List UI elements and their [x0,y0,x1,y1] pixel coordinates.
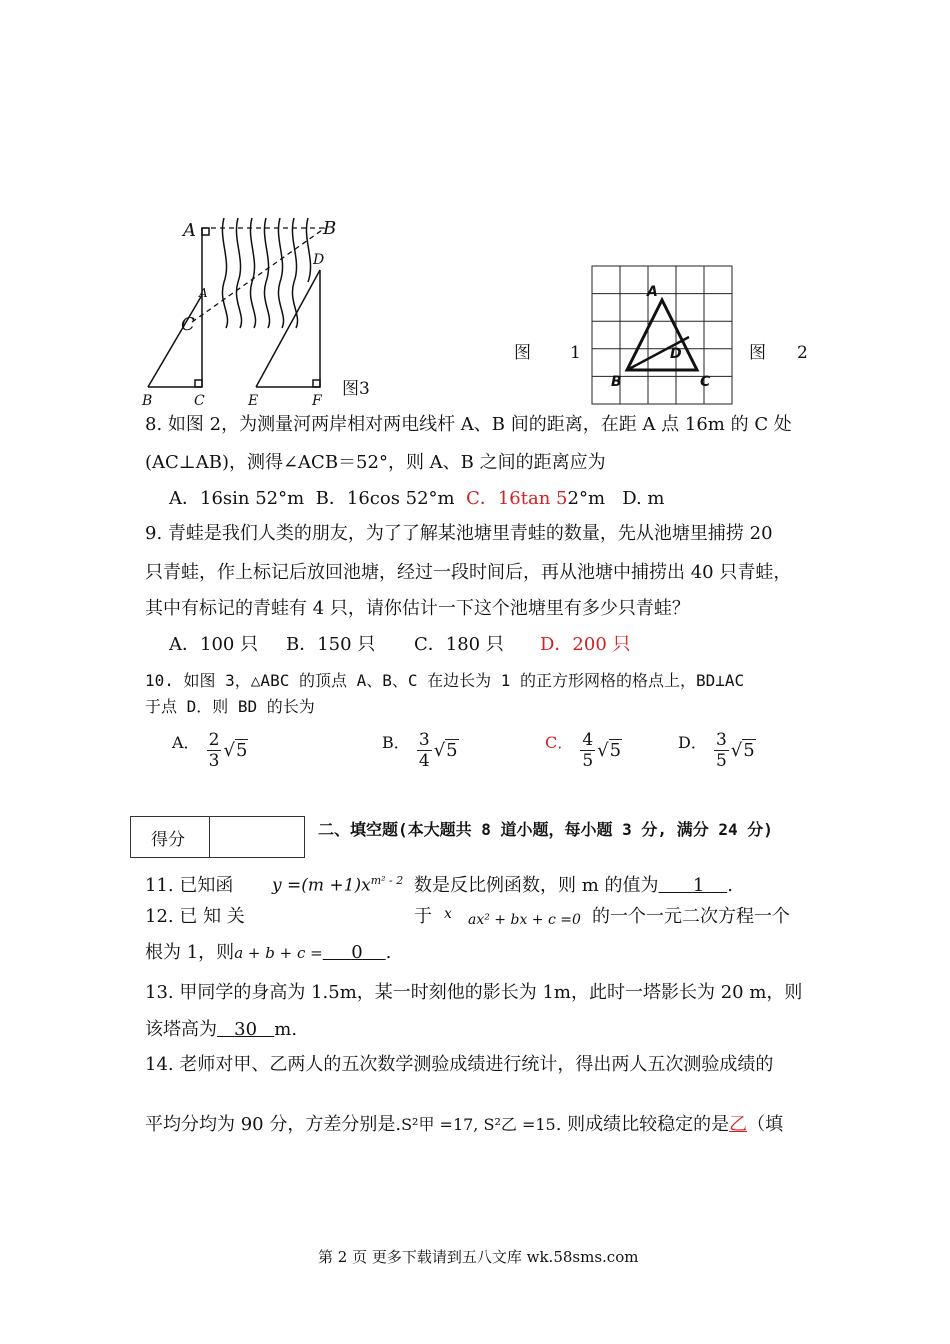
triangle-abc [627,300,697,370]
right-angle-a [202,228,209,235]
q10-a-rad: 5 [235,740,248,761]
q11-middle-text: 数是反比例函数，则 m 的值为 [414,875,659,896]
q13-answer-blank [217,1019,274,1040]
q8-line1: 8. 如图 2，为测量河两岸相对两电线杆 A、B 间的距离，在距 A 点 16m 的 C 处 [145,414,792,435]
q10-d-num: 3 [715,730,727,750]
q12-equation: ax² + bx + c =0 [468,912,581,928]
q12-end: . [385,942,392,963]
figure-2-grid [590,264,736,406]
q14-line2-prefix: 平均分均为 90 分，方差分别是. [145,1114,402,1135]
q12-line2 [145,942,391,964]
label-c-bottom: C [194,393,205,409]
q10-a-num: 2 [208,730,220,750]
q9-line2: 只青蛙，作上标记后放回池塘，经过一段时间后，再从池塘中捕捞出 40 只青蛙， [145,562,792,583]
q14-line2 [145,1114,783,1136]
q11-answer-blank [659,875,728,896]
right-angle-c [195,380,202,387]
section2-heading: 二、填空题(本大题共 8 道小题，每小题 3 分, 满分 24 分) [318,820,773,839]
q10-c-rad: 5 [609,740,622,761]
q13-line2 [145,1019,297,1041]
q11-prefix: 11. 已知函 [145,875,234,896]
label-d: D [313,252,325,268]
q10-option-d: D． $\frac{3}{5}$ √5 [678,730,755,771]
q12-var: x [444,906,452,922]
q8-option-a: A．16sin 52°m [169,488,305,509]
q12-prefix: 12. 已 知 关 [145,906,245,927]
label-a: A [183,220,196,241]
q9-line1: 9. 青蛙是我们人类的朋友，为了了解某池塘里青蛙的数量，先从池塘里捕捞 20 [145,523,773,544]
q10-d-den: 5 [715,751,727,771]
score-box [130,816,305,858]
q10-a-den: 3 [208,751,220,771]
grid-label-c: C [700,374,711,390]
q13-line2-suffix: m. [274,1019,298,1040]
grid-label-b: B [611,374,622,390]
label-e: E [248,393,259,409]
label-a-small: A [199,286,208,300]
right-angle-f [313,380,320,387]
hyp-left [148,295,202,387]
hyp-right [256,270,320,387]
label-c-mid: C [181,314,195,335]
q12-answer: 0 [351,942,363,963]
q11-formula [272,874,403,896]
q14-answer: 乙 [729,1114,748,1135]
q10-c-num: 4 [582,730,594,750]
q9-option-d-answer: D．200 只 [540,634,631,655]
fig1-caption-char: 图 [514,343,531,363]
q9-option-a: A．100 只 [169,634,259,655]
q10-option-a: A． $\frac{2}{3}$ √5 [172,730,248,771]
q10-b-num: 3 [418,730,430,750]
q13-line2-prefix: 该塔高为 [145,1019,217,1040]
q12-suffix: 的一个一元二次方程一个 [592,906,790,927]
q11-suffix: . [727,875,733,896]
score-label: 得分 [151,830,185,850]
fig2-caption-char: 图 [749,343,766,363]
q13-line1: 13. 甲同学的身高为 1.5m，某一时刻他的影长为 1m，此时一塔影长为 20 m，则 [145,982,803,1003]
q9-option-b: B．150 只 [286,634,376,655]
q13-answer: 30 [234,1019,258,1040]
q11-answer: 1 [692,875,705,896]
q11-middle [414,875,733,897]
q14-line2-suffix: （填 [747,1114,784,1135]
q10-d-rad: 5 [743,740,755,761]
q8-option-c-answer: C．16tan 5 [466,488,568,509]
score-box-divider [209,817,210,857]
q10-option-c: C． $\frac{4}{5}$ √5 [545,730,622,771]
q8-options [169,488,665,510]
q10-option-a-label: A． [172,733,200,752]
label-f: F [312,393,322,409]
q12-expr: a + b + c = [234,944,323,962]
q10-b-den: 4 [418,751,430,771]
q14-line1: 14. 老师对甲、乙两人的五次数学测验成绩进行统计，得出两人五次测验成绩的 [145,1054,774,1075]
q10-option-d-label: D． [678,733,707,752]
q12-answer-blank [323,942,386,963]
q10-b-rad: 5 [446,740,458,761]
q14-line2-mid: . 则成绩比较稳定的是 [555,1114,730,1135]
q10-c-den: 5 [582,751,594,771]
q9-option-c: C．180 只 [414,634,504,655]
q8-line2: (AC⊥AB)，测得∠ACB＝52°，则 A、B 之间的距离应为 [145,452,606,473]
q12-line2-prefix: 根为 1，则 [145,942,235,963]
grid-label-d: D [670,346,682,362]
q10-option-b-label: B． [382,733,410,752]
q10-line2: 于点 D．则 BD 的长为 [145,697,315,716]
grid-label-a: A [647,284,658,300]
fig2-caption-num: 2 [797,343,808,363]
q10-option-b: B． $\frac{3}{4}$ √5 [382,730,458,771]
q14-variance: S²甲 =17, S²乙 =15 [401,1115,556,1134]
q8-option-d: D. m [622,488,665,509]
q9-line3: 其中有标记的青蛙有 4 只，请你估计一下这个池塘里有多少只青蛙？ [145,598,690,619]
q10-option-c-label: C． [545,733,574,752]
q12-mid: 于 [414,906,432,927]
fig3-caption: 图3 [342,379,370,399]
page-footer: 第 2 页 更多下载请到五八文库 wk.58sms.com [318,1248,639,1266]
label-b: B [323,218,337,239]
q10-line1: 10. 如图 3，△ABC 的顶点 A、B、C 在边长为 1 的正方形网格的格点上，BD⊥AC [145,671,745,690]
q8-option-c-rest: 2°m [567,488,606,509]
q11-formula-text: y =(m +1)x [272,875,371,896]
q11-exponent: m² - 2 [370,874,404,887]
label-b-bottom: B [142,393,153,409]
fig1-caption-num: 1 [570,343,581,363]
q8-option-b: B．16cos 52°m [315,488,455,509]
dashed-cb [192,228,325,322]
